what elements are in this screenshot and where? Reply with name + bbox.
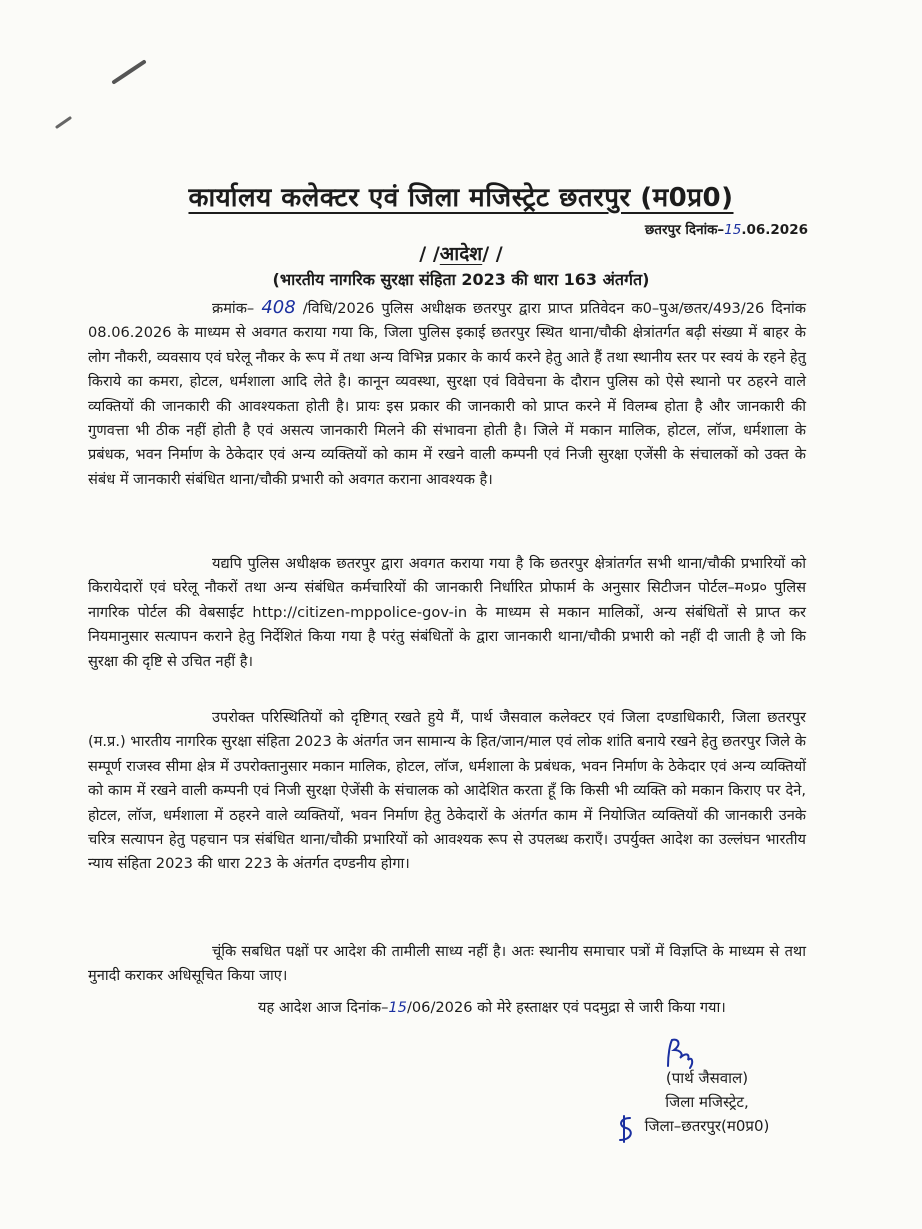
signatory-district: जिला–छतरपुर(म0प्र0) xyxy=(644,1117,770,1135)
handwritten-order-number: 408 xyxy=(261,297,296,318)
issue-text-after: /06/2026 को मेरे हस्ताक्षर एवं पदमुद्रा से जारी किया गया। xyxy=(406,999,726,1016)
order-subheading: (भारतीय नागरिक सुरक्षा संहिता 2023 की धारा 163 अंतर्गत) xyxy=(272,270,650,289)
order-number-label: क्रमांक– xyxy=(212,300,262,317)
office-title: कार्यालय कलेक्टर एवं जिला मजिस्ट्रेट छतरपुर (म0प्र0) xyxy=(188,183,734,213)
heading-suffix: / / xyxy=(482,243,503,265)
signature-block xyxy=(612,1066,802,1138)
handwritten-issue-day: 15 xyxy=(388,999,407,1016)
heading-prefix: / / xyxy=(419,243,440,265)
paragraph-2: यद्यपि पुलिस अधीक्षक छतरपुर द्वारा अवगत कराया गया है कि छतरपुर क्षेत्रांतर्गत सभी थाना/चौकी प्रभारियों को किरायेदारों एवं घरेलू नौकरों तथा अन्य संबंधित कर्मचारियों की जानकारी निर्धारित प्रोफार्म के अनुसार सिटीजन पोर्टल–म०प्र० पुलिस नागरिक पोर्टल की वेबसाईट http://citizen-mppolice-gov-in के माध्यम से मकान मालिकों, अन्य संबंधितों से प्राप्त कर नियमानुसार सत्यापन कराने हेतु निर्देशितं किया गया है परंतु संबंधितों के द्वारा जानकारी थाना/चौकी प्रभारी को नहीं दी जाती है जो कि सुरक्षा की दृष्टि से उचित नहीं है। xyxy=(88,555,806,670)
paragraph-4: चूंकि सबधित पक्षों पर आदेश की तामीली साध्य नहीं है। अतः स्थानीय समाचार पत्रों में विज्ञप्ति के माध्यम से तथा मुनादी कराकर अधिसूचित किया जाए। xyxy=(88,943,806,985)
place-date-label: छतरपुर दिनांक– xyxy=(644,222,725,238)
signatory-name: (पार्थ जैसवाल) xyxy=(665,1069,749,1087)
heading-word: आदेश xyxy=(439,243,483,265)
signatory-designation: जिला मजिस्ट्रेट, xyxy=(665,1093,749,1111)
staple-mark xyxy=(110,56,150,86)
staple-mark xyxy=(54,114,74,130)
order-heading xyxy=(0,240,922,266)
paragraph-1-text: /विधि/2026 पुलिस अधीक्षक छतरपुर द्वारा प्राप्त प्रतिवेदन क0–पुअ/छतर/493/26 दिनांक 08.06.2026 के माध्यम से अवगत कराया गया कि, जिला पुलिस इकाई छतरपुर स्थित थाना/चौकी क्षेत्रांतर्गत बढ़ी संख्या में बाहर के लोग नौकरी, व्यवसाय एवं घरेलू नौकर के रूप में तथा अन्य विभिन्न प्रकार के कार्य करने हेतु आते हैं तथा स्थानीय स्तर पर स्वयं के रहने हेतु किराये का कमरा, होटल, धर्मशाला आदि लेते है। कानून व्यवस्था, सुरक्षा एवं विवेचना के दौरान पुलिस को ऐसे स्थानो पर ठहरने वाले व्यक्तियों की जानकारी की आवश्यकता होती है। प्रायः इस प्रकार की जानकारी को प्राप्त करने में विलम्ब होता है और जानकारी की गुणवत्ता भी ठीक नहीं होती है एवं असत्य जानकारी मिलने की संभावना होती है। जिले में मकान मालिक, होटल, लॉज, धर्मशाला के प्रबंधक, भवन निर्माण के ठेकेदार एवं अन्य व्यक्तियों को काम में रखने वाली कम्पनी एवं निजी सुरक्षा एजेंसी के संचालकों को उक्त के संबंध में जानकारी संबंधित थाना/चौकी प्रभारी को अवगत कराना आवश्यक है। xyxy=(88,300,806,488)
handwritten-date-day: 15 xyxy=(724,222,742,238)
place-date xyxy=(645,220,808,238)
place-date-rest: .06.2026 xyxy=(741,222,808,238)
issue-text-before: यह आदेश आज दिनांक– xyxy=(258,999,389,1016)
paragraph-1 xyxy=(88,296,806,492)
paragraph-3: उपरोक्त परिस्थितियों को दृष्टिगत् रखते हुये मैं, पार्थ जैसवाल कलेक्टर एवं जिला दण्डाधिकारी, जिला छतरपुर (म.प्र.) भारतीय नागरिक सुरक्षा संहिता 2023 के अंतर्गत जन सामान्य के हित/जान/माल एवं लोक शांति बनाये रखने हेतु छतरपुर जिले के सम्पूर्ण राजस्व सीमा क्षेत्र में उपरोक्तानुसार मकान मालिक, होटल, लॉज, धर्मशाला के प्रबंधक, भवन निर्माण के ठेकेदार एवं अन्य व्यक्तियों को काम में रखने वाली कम्पनी एवं निजी सुरक्षा ऐजेंसी के संचालक को आदेशित करता हूँ कि किसी भी व्यक्ति को मकान किराए पर देने, होटल, लॉज, धर्मशाला में ठहरने वाले व्यक्तियों, भवन निर्माण हेतु ठेकेदारों के अंतर्गत काम में नियोजित व्यक्तियों की जानकारी उनके चरित्र सत्यापन हेतु पहचान पत्र संबंधित थाना/चौकी प्रभारियों को आवश्यक रूप से उपलब्ध कराएँ। उपर्युक्त आदेश का उल्लंघन भारतीय न्याय संहिता 2023 की धारा 223 के अंतर्गत दण्डनीय होगा। xyxy=(88,709,806,873)
paragraph-5 xyxy=(88,996,806,1020)
